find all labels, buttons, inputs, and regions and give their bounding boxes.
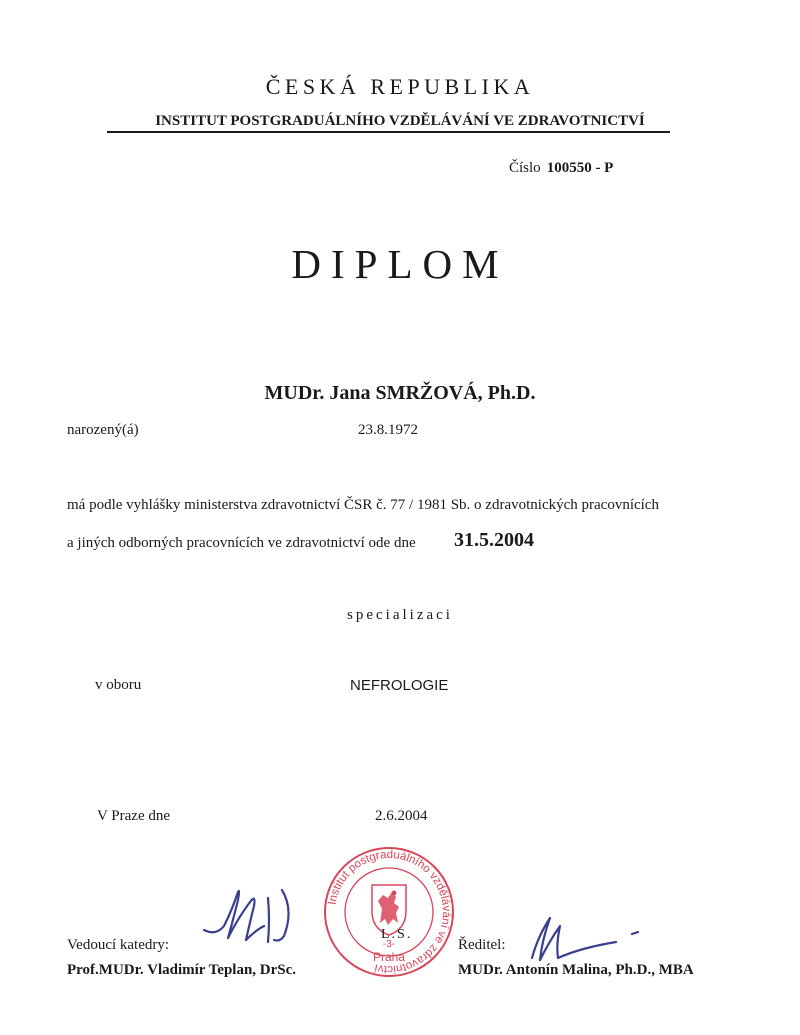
diploma-number-value: 100550 - P [546,160,614,176]
diploma-title: DIPLOM [291,241,509,287]
seal-number: -3- [382,939,396,950]
director-name: MUDr. Antonín Malina, Ph.D., MBA [458,962,694,978]
diploma-number-label: Číslo [509,160,541,176]
field-value: NEFROLOGIE [350,677,449,694]
head-signature [198,880,310,950]
issue-date: 2.6.2004 [375,808,428,824]
locus-sigilli: L.S. [381,927,413,942]
born-date: 23.8.1972 [358,422,418,438]
body-line-1: má podle vyhlášky ministerstva zdravotnictví ČSR č. 77 / 1981 Sb. o zdravotnických pracovnících [67,497,659,513]
head-of-department-name: Prof.MUDr. Vladimír Teplan, DrSc. [67,962,297,978]
field-label: v oboru [95,677,142,693]
head-of-department-label: Vedoucí katedry: [67,937,170,953]
born-label: narozený(á) [67,422,139,438]
institute-name: INSTITUT POSTGRADUÁLNÍHO VZDĚLÁVÁNÍ VE ZDRAVOTNICTVÍ [155,113,645,129]
specialization-date: 31.5.2004 [454,529,534,551]
country-heading: ČESKÁ REPUBLIKA [265,74,535,99]
director-label: Ředitel: [458,937,506,953]
seal-city: Praha [372,950,406,964]
official-seal [322,845,456,979]
body-line-2: a jiných odborných pracovnících ve zdravotnictví ode dne [67,535,416,551]
seal-ring-text: Institut postgraduálního vzdělávání ve zdravotnictví [326,848,453,976]
director-signature [520,910,650,966]
recipient-name: MUDr. Jana SMRŽOVÁ, Ph.D. [264,382,536,404]
specialization-label: specializaci [347,607,453,623]
institute-underline [107,131,670,133]
diploma-number [509,160,613,177]
place-label: V Praze dne [97,808,171,824]
